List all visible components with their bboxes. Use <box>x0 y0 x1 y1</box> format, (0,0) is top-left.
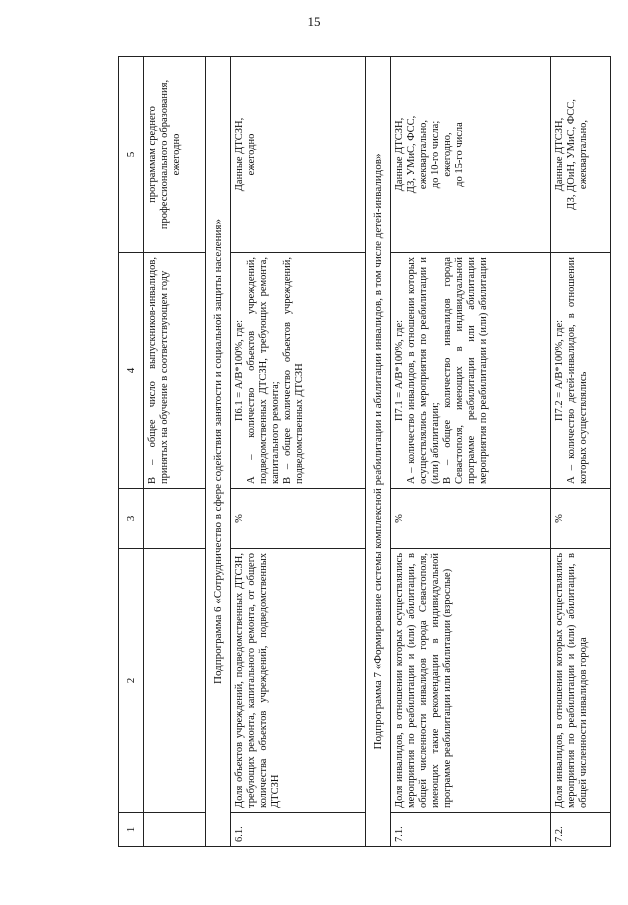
header-col-3: 3 <box>119 489 144 549</box>
formula-line: П7.2 = А/В*100%, где: <box>554 319 565 422</box>
table-row <box>551 57 611 847</box>
cell-formula <box>551 253 611 489</box>
source-line: до 10-го числа; <box>430 120 442 189</box>
source-line: ежегодно <box>246 133 258 176</box>
cell-name: Доля объектов учреждений, подведомственных ДТСЗН, требующих ремонта, капитального ремонта, от общего количества объектов учреждений, подведомственных ДТСЗН <box>231 549 366 813</box>
formula-line: П7.1 = А/В*100%, где: <box>394 319 405 422</box>
formula-line: А – количество детей-инвалидов, в отношении которых осуществлялись <box>566 257 590 484</box>
formula-line: П6.1 = А/В*100%, где: <box>234 319 245 422</box>
subprogram-6-title: Подпрограмма 6 «Сотрудничество в сфере содействия занятости и социальной защиты населения» <box>206 57 231 847</box>
cell-unit: % <box>391 489 551 549</box>
cell-unit <box>144 489 206 549</box>
source-line: ДЗ, ДОиН, УМиС, ФСС, <box>566 99 578 210</box>
source-line: ежеквартально, <box>578 119 590 190</box>
cell-name: Доля инвалидов, в отношении которых осуществлялись мероприятия по реабилитации и (или) абилитации, в общей численности инвалидов города Севастополя, имеющих такие рекомендации в индивидуальной программе реабилитации или абилитации (взрослые) <box>391 549 551 813</box>
cell-num: 6.1. <box>231 813 366 847</box>
source-line: Данные ДТСЗН, <box>234 117 245 192</box>
table-row <box>391 57 551 847</box>
cell-formula <box>231 253 366 489</box>
cell-name: Доля инвалидов, в отношении которых осуществлялись мероприятия по реабилитации и (или) абилитации, в общей численности инвалидов города <box>551 549 611 813</box>
subprogram-row <box>206 57 231 847</box>
header-row <box>119 57 144 847</box>
cell-unit: % <box>551 489 611 549</box>
cell-formula <box>391 253 551 489</box>
cell-source <box>551 57 611 253</box>
cell-formula: В – общее число выпускников-инвалидов, принятых на обучение в соответствующем году <box>144 253 206 489</box>
source-line: Данные ДТСЗН, <box>394 117 405 192</box>
cell-name <box>144 549 206 813</box>
source-line: до 15-го числа <box>454 122 466 187</box>
cell-num <box>144 813 206 847</box>
header-col-1: 1 <box>119 813 144 847</box>
formula-line: А – количество объектов учреждений, подведомственных ДТСЗН, требующих ремонта, капитального ремонта; <box>246 257 282 484</box>
table-row <box>144 57 206 847</box>
formula-line: В – общее количество инвалидов города Севастополя, имеющих в индивидуальной программе реабилитации или абилитации мероприятия по реабилитации и (или) абилитации <box>442 257 490 484</box>
source-line: ежеквартально, <box>418 119 430 190</box>
header-col-4: 4 <box>119 253 144 489</box>
cell-source <box>391 57 551 253</box>
subprogram-row <box>366 57 391 847</box>
cell-unit: % <box>231 489 366 549</box>
cell-source <box>231 57 366 253</box>
subprogram-7-title: Подпрограмма 7 «Формирование системы комплексной реабилитации и абилитации инвалидов, в том числе детей-инвалидов» <box>366 57 391 847</box>
header-col-2: 2 <box>119 549 144 813</box>
cell-num: 7.1. <box>391 813 551 847</box>
formula-line: В – общее количество объектов учреждений, подведомственных ДТСЗН <box>282 257 306 484</box>
source-line: ежегодно, <box>442 132 454 177</box>
page-number: 15 <box>307 14 321 29</box>
source-line: Данные ДТСЗН, <box>554 117 565 192</box>
indicators-table <box>118 56 611 847</box>
rotated-table-page <box>118 57 590 847</box>
table-row <box>231 57 366 847</box>
header-col-5: 5 <box>119 57 144 253</box>
formula-line: А – количество инвалидов, в отношении которых осуществлялись мероприятия по реабилитации и (или) абилитации; <box>406 257 442 484</box>
cell-num: 7.2. <box>551 813 611 847</box>
source-line: ДЗ, УМиС, ФСС, <box>406 115 418 194</box>
cell-source: программам среднего профессионального образования, ежегодно <box>144 57 206 253</box>
